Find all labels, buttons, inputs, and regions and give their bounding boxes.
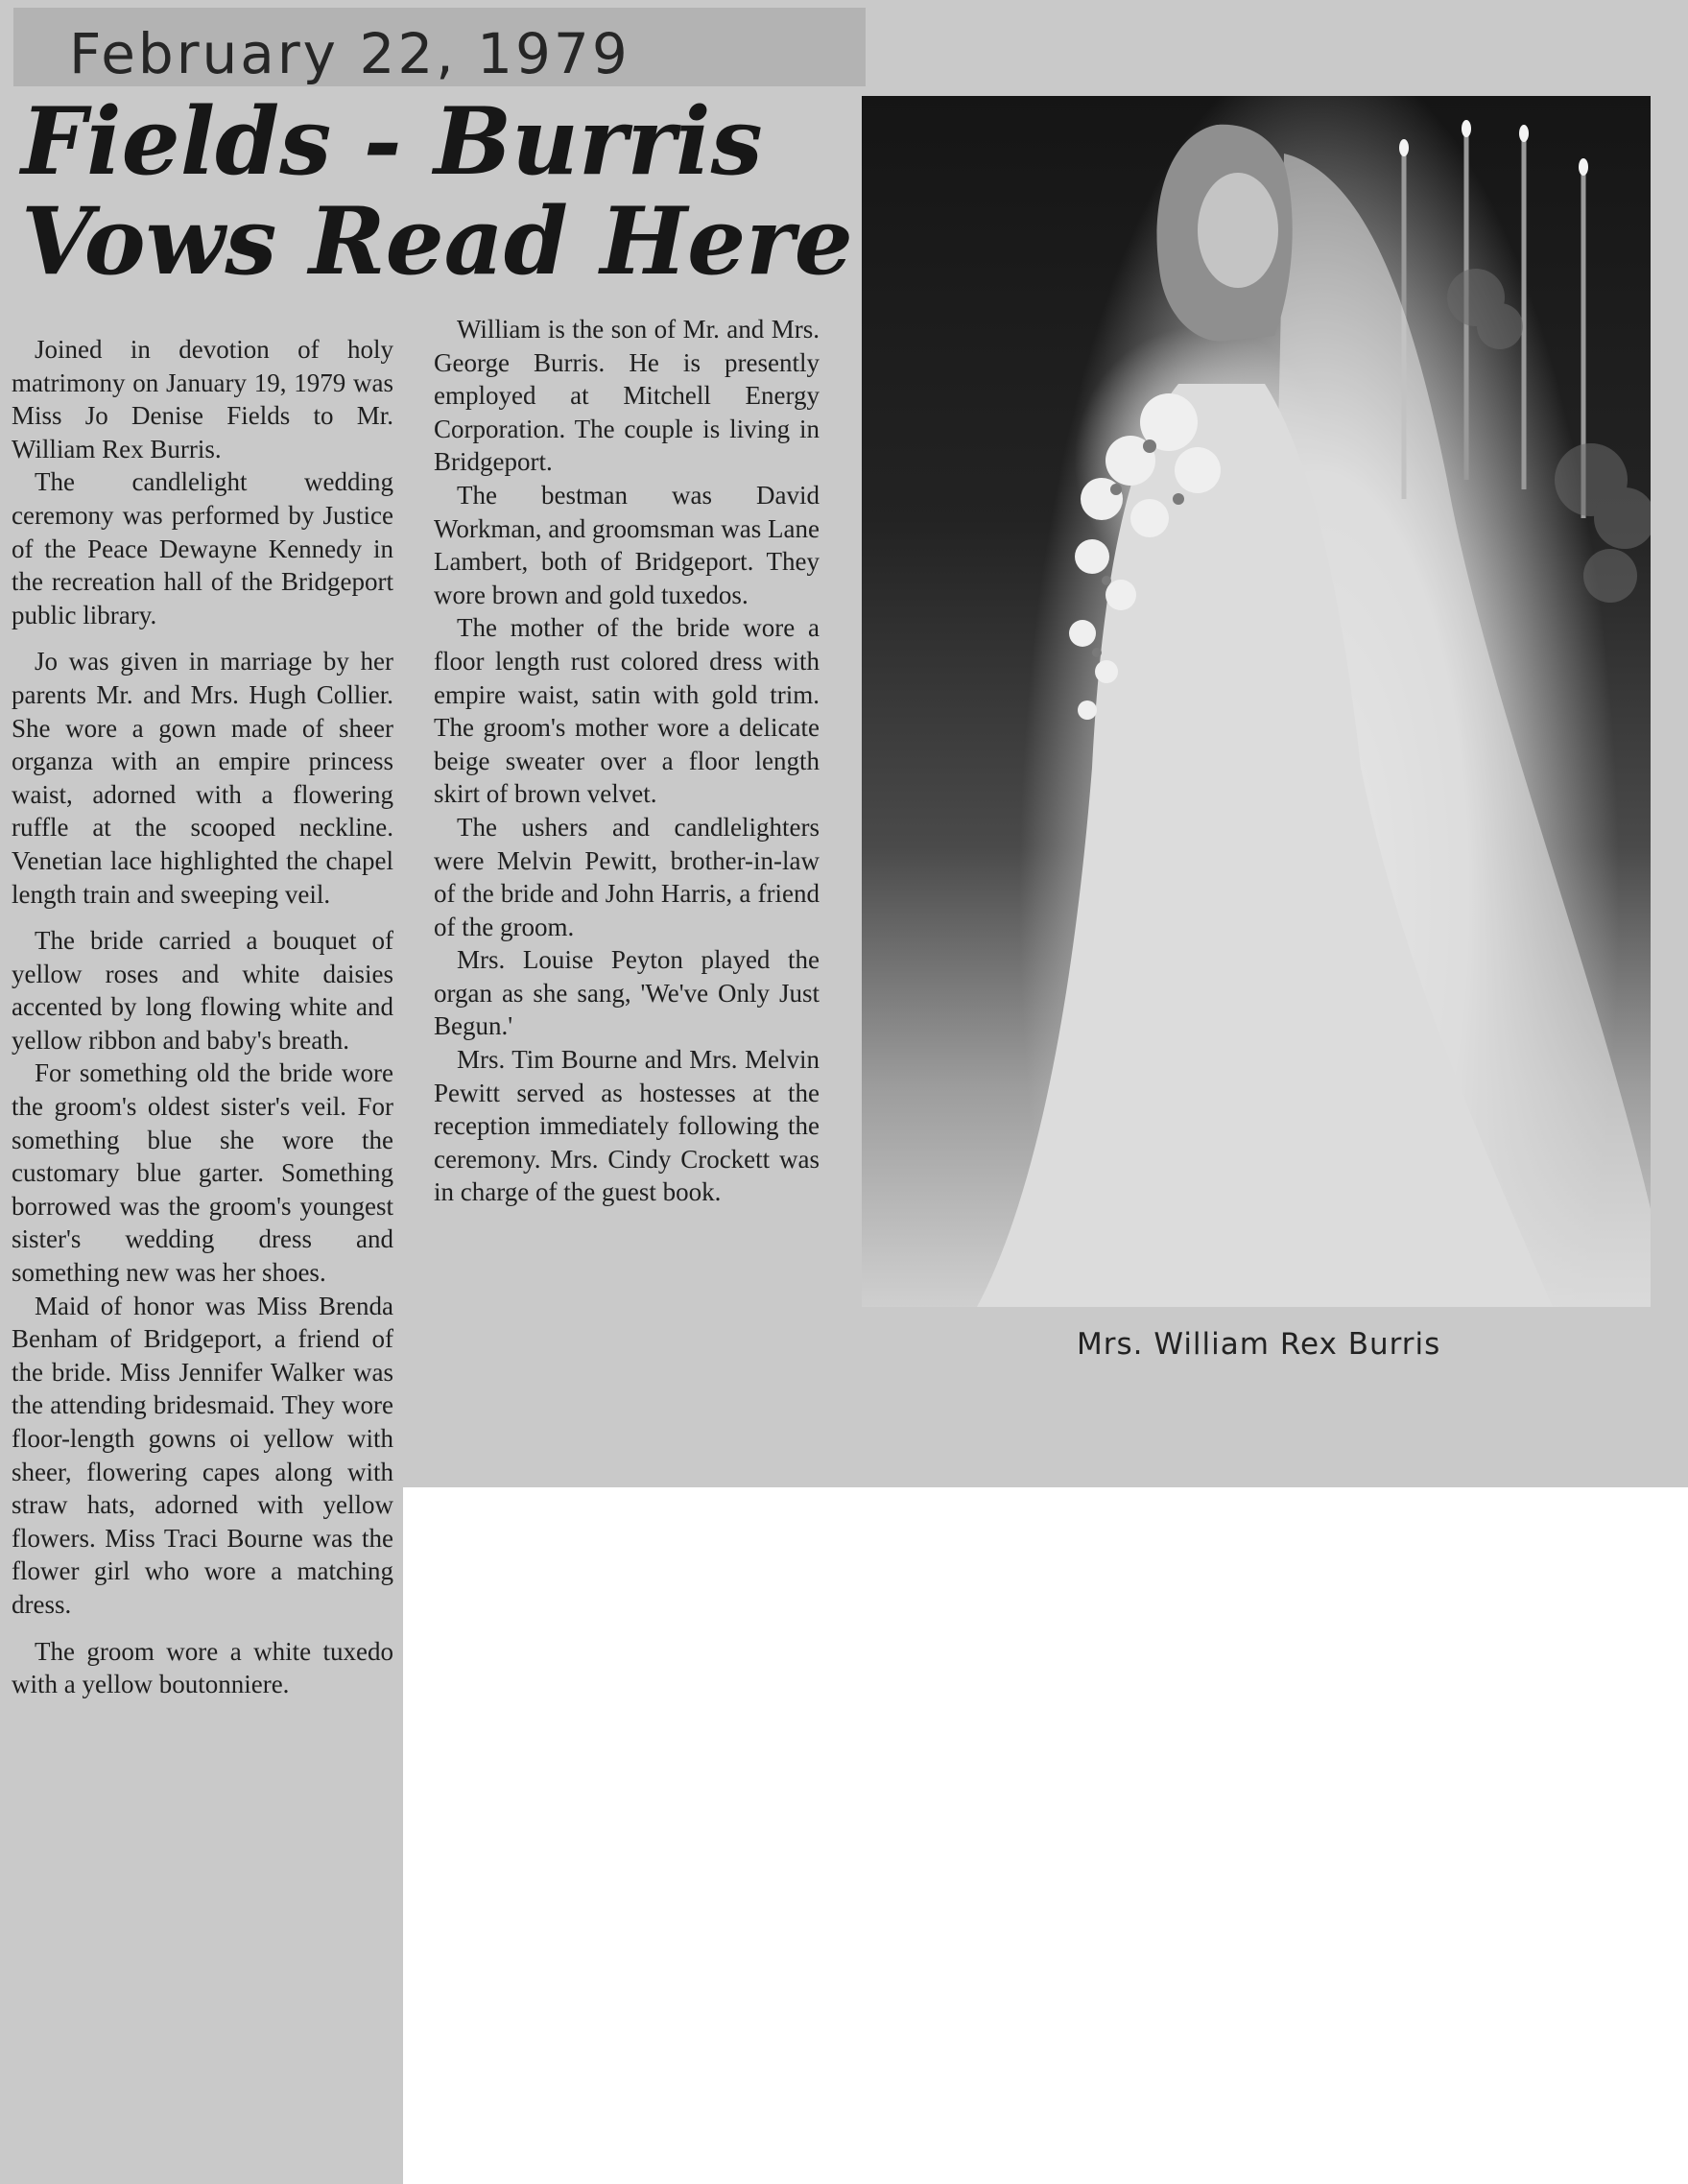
paragraph: The bestman was David Workman, and groomsman was Lane Lambert, both of Bridgeport. They wore brown and gold tuxedos. [434,480,820,609]
paragraph: Maid of honor was Miss Brenda Benham of Bridgeport, a friend of the bride. Miss Jennifer Walker was the attending bridesmaid. They wore floor-length gowns oi yellow with sheer, flowering capes along with straw hats, adorned with yellow flowers. Miss Traci Bourne was the flower girl who wore a matching dress. [12,1291,393,1619]
headline [21,87,856,296]
foliage [1447,269,1651,603]
date-label-strip [13,8,866,86]
face [1198,173,1278,288]
article-column-middle [434,313,820,1209]
paragraph: Joined in devotion of holy matrimony on January 19, 1979 was Miss Jo Denise Fields to Mr. William Rex Burris. [12,335,393,463]
headline-line-2: Vows Read Here [21,187,853,296]
article-column-left [12,333,393,1701]
paragraph: The bride carried a bouquet of yellow roses and white daisies accented by long flowing white and yellow ribbon and baby's breath. [12,926,393,1055]
paragraph: Mrs. Tim Bourne and Mrs. Melvin Pewitt served as hostesses at the reception immediately following the ceremony. Mrs. Cindy Crockett was in charge of the guest book. [434,1045,820,1207]
paragraph: The groom wore a white tuxedo with a yellow boutonniere. [12,1636,393,1699]
candle-flames [1399,120,1588,176]
paragraph: William is the son of Mr. and Mrs. George Burris. He is presently employed at Mitchell Energy Corporation. The couple is living in Bridgeport. [434,315,820,477]
bride-photo-illustration [862,96,1651,1307]
paragraph: Jo was given in marriage by her parents Mr. and Mrs. Hugh Collier. She wore a gown made of sheer organza with an empire princess waist, adorned with a flowering ruffle at the scooped neckline. Venetian lace highlighted the chapel length train and sweeping veil. [12,647,393,909]
photo-caption: Mrs. William Rex Burris [1077,1327,1441,1362]
paragraph: For something old the bride wore the groom's oldest sister's veil. For something blue she wore the customary blue garter. Something borrowed was the groom's youngest sister's wedding dress and something new was her shoes. [12,1058,393,1288]
paragraph: The candlelight wedding ceremony was performed by Justice of the Peace Dewayne Kennedy in the recreation hall of the Bridgeport public library. [12,467,393,629]
bride-photo [862,96,1651,1307]
headline-line-1: Fields - Burris [21,87,763,196]
clipping-date: February 22, 1979 [69,21,630,86]
paragraph: The mother of the bride wore a floor length rust colored dress with empire waist, satin with gold trim. The groom's mother wore a delicate beige sweater over a floor length skirt of brown velvet. [434,613,820,809]
paragraph: Mrs. Louise Peyton played the organ as she sang, 'We've Only Just Begun.' [434,945,820,1041]
paragraph: The ushers and candlelighters were Melvin Pewitt, brother-in-law of the bride and John Harris, a friend of the groom. [434,812,820,941]
